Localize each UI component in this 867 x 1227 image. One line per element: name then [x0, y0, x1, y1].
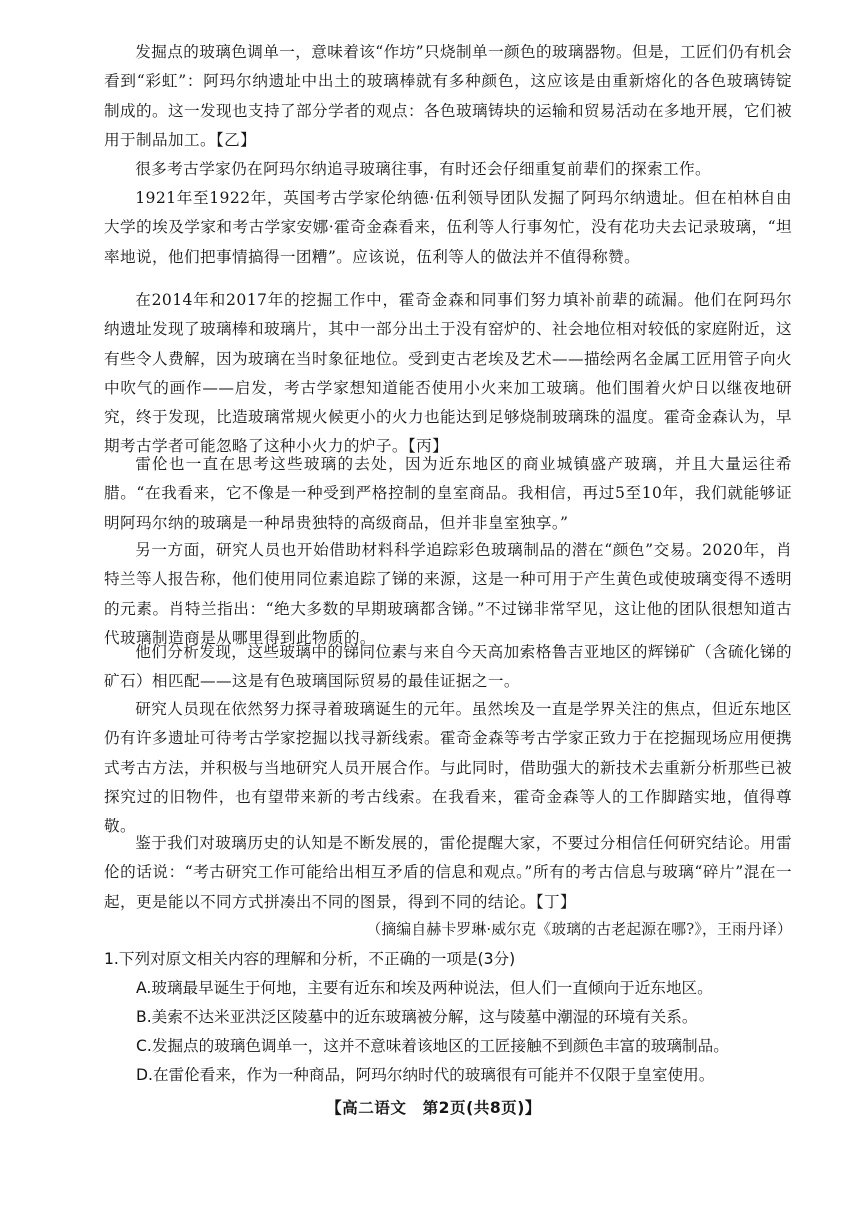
page-footer: 【高二语文 第2页(共8页)】 — [326, 1099, 541, 1117]
passage-paragraph-2: 很多考古学家仍在阿玛尔纳追寻玻璃往事，有时还会仔细重复前辈们的探索工作。 — [135, 160, 711, 178]
question-stem: 1.下列对原文相关内容的理解和分析，不正确的一项是(3分) — [104, 950, 516, 968]
question-option-c: C.发掘点的玻璃色调单一，这并不意味着该地区的工匠接触不到颜色丰富的玻璃制品。 — [136, 1037, 729, 1055]
passage-paragraph-7: 他们分析发现，这些玻璃中的锑同位素与来自今天高加索格鲁吉亚地区的辉锑矿（含硫化锑的矿石）相匹配——这是有色玻璃国际贸易的最佳证据之一。 — [104, 643, 792, 691]
passage-paragraph-1: 发掘点的玻璃色调单一，意味着该“作坊”只烧制单一颜色的玻璃器物。但是，工匠们仍有机会看到“彩虹”：阿玛尔纳遗址中出土的玻璃棒就有多种颜色，这应该是由重新熔化的各色玻璃铸锭制成的。这一发现也支持了部分学者的观点：各色玻璃铸块的运输和贸易活动在多地开展，它们被用于制品加工。【乙】 — [104, 43, 792, 149]
passage-paragraph-9: 鉴于我们对玻璃历史的认知是不断发展的，雷伦提醒大家，不要过分相信任何研究结论。用雷伦的话说：“考古研究工作可能给出相互矛盾的信息和观点。”所有的考古信息与玻璃“碎片”混在一起，更是能以不同方式拼凑出不同的图景，得到不同的结论。【丁】 — [104, 834, 792, 911]
question-option-b: B.美索不达米亚洪泛区陵墓中的近东玻璃被分解，这与陵墓中潮湿的环境有关系。 — [136, 1008, 698, 1026]
passage-paragraph-8: 研究人员现在依然努力探寻着玻璃诞生的元年。虽然埃及一直是学界关注的焦点，但近东地区仍有许多遗址可待考古学家挖掘以找寻新线索。霍奇金森等考古学家正致力于在挖掘现场应用便携式考古方法，并积极与当地研究人员开展合作。与此同时，借助强大的新技术去重新分析那些已被探究过的旧物件，也有望带来新的考古线索。在我看来，霍奇金森等人的工作脚踏实地，值得尊敬。 — [104, 700, 792, 836]
passage-paragraph-6: 另一方面，研究人员也开始借助材料科学追踪彩色玻璃制品的潜在“颜色”交易。2020年，肖特兰等人报告称，他们使用同位素追踪了锑的来源，这是一种可用于产生黄色或使玻璃变得不透明的元素。肖特兰指出：“绝大多数的早期玻璃都含锑。”不过锑非常罕见，这让他的团队很想知道古代玻璃制造商是从哪里得到此物质的。 — [104, 541, 792, 647]
passage-source: （摘编自赫卡罗琳·威尔克《玻璃的古老起源在哪?》，王雨丹译） — [366, 921, 792, 938]
passage-paragraph-4: 在2014年和2017年的挖掘工作中，霍奇金森和同事们努力填补前辈的疏漏。他们在阿玛尔纳遗址发现了玻璃棒和玻璃片，其中一部分出土于没有窑炉的、社会地位相对较低的家庭附近，这有些令人费解，因为玻璃在当时象征地位。受到吏古老埃及艺术——描绘两名金属工匠用管子向火中吹气的画作——启发，考古学家想知道能否使用小火来加工玻璃。他们围着火炉日以继夜地研究，终于发现，比造玻璃常规火候更小的火力也能达到足够烧制玻璃珠的温度。霍奇金森认为，早期考古学者可能忽略了这种小火力的炉子。【丙】 — [104, 291, 792, 456]
question-option-a: A.玻璃最早诞生于何地，主要有近东和埃及两种说法，但人们一直倾向于近东地区。 — [136, 979, 713, 997]
question-option-d: D.在雷伦看来，作为一种商品，阿玛尔纳时代的玻璃很有可能并不仅限于皇室使用。 — [136, 1066, 715, 1084]
passage-paragraph-5: 雷伦也一直在思考这些玻璃的去处，因为近东地区的商业城镇盛产玻璃，并且大量运往希腊。“在我看来，它不像是一种受到严格控制的皇室商品。我相信，再过5至10年，我们就能够证明阿玛尔纳的玻璃是一种昂贵独特的高级商品，但并非皇室独享。” — [104, 455, 792, 532]
passage-paragraph-3: 1921年至1922年，英国考古学家伦纳德·伍利领导团队发掘了阿玛尔纳遗址。但在柏林自由大学的埃及学家和考古学家安娜·霍奇金森看来，伍利等人行事匆忙，没有花功夫去记录玻璃，“坦率地说，他们把事情搞得一团糟”。应该说，伍利等人的做法并不值得称赞。 — [104, 189, 792, 266]
